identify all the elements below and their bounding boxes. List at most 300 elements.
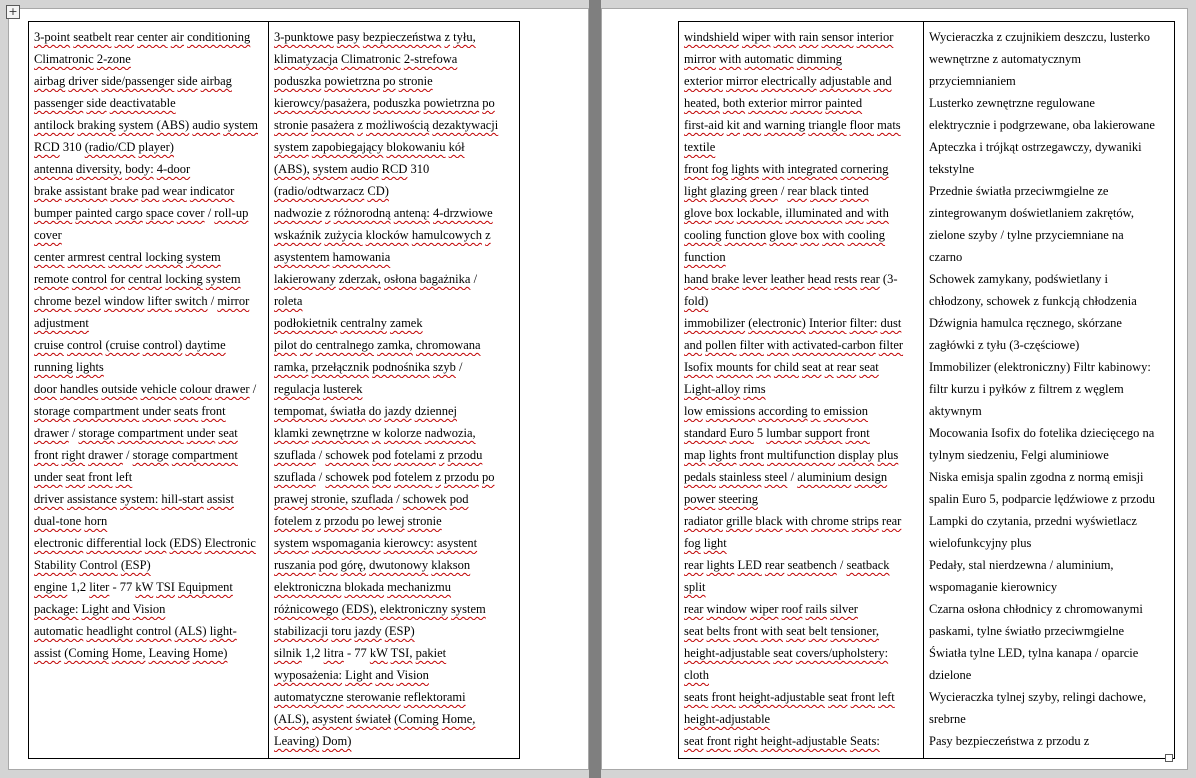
misspelled-word: air [170,30,184,44]
misspelled-word: lock [144,536,167,550]
misspelled-word: emissions [705,404,756,418]
misspelled-word: hand [684,272,709,286]
misspelled-word: klimatyzacja [274,52,338,66]
text-line [274,202,514,224]
misspelled-word: liter [89,580,110,594]
misspelled-word: dimming [796,52,842,66]
misspelled-word: system [274,140,309,154]
table-move-handle-icon: + [8,5,18,18]
misspelled-word: rear [836,360,857,374]
misspelled-word: leather [770,272,805,286]
word: 310 [410,162,430,176]
misspelled-word: driver [34,492,64,506]
text-line [274,576,514,598]
misspelled-word: seatbelt [73,30,112,44]
misspelled-word: automatic [34,624,84,638]
text-line [274,26,514,48]
text-line [34,510,263,532]
misspelled-word: drawer [88,448,123,462]
misspelled-word: zamek [389,316,423,330]
misspelled-word: przełącznik [311,360,370,374]
misspelled-word: nadwozia, [424,426,476,440]
text-line [34,488,263,510]
misspelled-word: mechanizmu [387,580,452,594]
misspelled-word: door [34,382,57,396]
text-line [34,92,263,114]
word: 1,2 [304,646,321,660]
misspelled-word: przodu [324,514,359,528]
misspelled-word: wskaźnik [274,228,322,242]
misspelled-word: zapobiegający [311,140,384,154]
misspelled-word: cruise [34,338,64,352]
misspelled-word: activated-carbon [792,338,876,352]
misspelled-word: pakiet [415,646,447,660]
word: / [318,470,323,484]
misspelled-word: front [711,690,736,704]
misspelled-word: package: [34,602,79,616]
misspelled-word: schowek [402,492,447,506]
misspelled-word: side/passenger [101,74,175,88]
text-line: chłodzony, schowek z funkcją chłodzenia [929,294,1137,308]
text-line [684,400,918,422]
text-line: zintegrowanym doświetlaniem zakrętów, [929,206,1135,220]
text-line [34,224,263,246]
misspelled-word: immobilizer [684,316,746,330]
misspelled-word: powietrzna [324,74,380,88]
word: / [396,492,400,506]
text-line [684,620,918,642]
misspelled-word: seats [173,404,199,418]
text-line [274,400,514,422]
misspelled-word: locking [165,272,203,286]
misspelled-word: regulacja [274,382,320,396]
misspelled-word: lifter [147,294,172,308]
misspelled-word: 2-strefowa [403,52,458,66]
text-line [274,510,514,532]
text-line [34,158,263,180]
text-line [274,708,514,730]
misspelled-word: height-adjustable [684,646,771,660]
misspelled-word: (radio/odtwarzacz [274,184,365,198]
text-line: Pedały, stal nierdzewna / aluminium, [929,558,1114,572]
word: / [252,382,257,396]
text-line: zagłówki z tyłu (3-częściowe) [929,338,1080,352]
text-line [274,686,514,708]
misspelled-word: bumper [34,206,73,220]
misspelled-word: roll-up [214,206,249,220]
misspelled-word: interior [856,30,894,44]
misspelled-word: electrically [761,74,817,88]
text-line: tekstylne [929,162,975,176]
misspelled-word: assistant [64,184,108,198]
misspelled-word: wear [162,184,187,198]
misspelled-word: silnik [274,646,302,660]
misspelled-word: różnorodną [333,206,391,220]
misspelled-word: po [361,514,375,528]
misspelled-word: rear [881,514,902,528]
misspelled-word: control) [142,338,183,352]
misspelled-word: z [438,448,445,462]
misspelled-word: pasażera [311,118,355,132]
misspelled-word: tensioner, [830,624,879,638]
misspelled-word: system [312,162,348,176]
misspelled-word: system [118,118,154,132]
misspelled-word: stronie [407,514,442,528]
misspelled-word: zużycia [324,228,363,242]
table-cell-english-page-1[interactable] [29,22,269,758]
word: / [459,360,463,374]
misspelled-word: system [186,250,221,264]
misspelled-word: system [451,602,486,616]
text-line [274,422,514,444]
misspelled-word: and [111,602,130,616]
misspelled-word: kW [135,580,154,594]
misspelled-word: dust [880,316,902,330]
misspelled-word: system [205,272,241,286]
misspelled-word: blokada [344,580,385,594]
text-line: dzielone [929,668,972,682]
misspelled-word: right [734,734,758,748]
table-cell-polish-page-2[interactable] [924,22,1174,758]
misspelled-word: and [375,668,394,682]
table-resize-handle[interactable] [1165,754,1173,762]
page-gap-divider [589,0,601,778]
misspelled-word: engine [34,580,68,594]
misspelled-word: for [756,360,771,374]
text-line [684,48,918,70]
misspelled-word: 2-zone [96,52,131,66]
misspelled-word: colour [179,382,212,396]
misspelled-word: bagażnika [419,272,471,286]
misspelled-word: podłokietnik [274,316,338,330]
misspelled-word: (ALS), [274,712,310,726]
misspelled-word: glazing [710,184,747,198]
misspelled-word: front [201,404,226,418]
text-line [274,290,514,312]
misspelled-word: light [684,184,707,198]
misspelled-word: po [482,96,495,110]
text-line [34,576,263,598]
text-line: Pasy bezpieczeństwa z przodu z [929,734,1090,748]
word: / [126,448,130,462]
text-line [684,664,918,686]
misspelled-word: sensor [821,30,854,44]
text-line [684,114,918,136]
misspelled-word: integrated [787,162,838,176]
misspelled-word: emission [823,404,869,418]
misspelled-word: audio [350,162,379,176]
misspelled-word: with [866,206,889,220]
text-line: elektrycznie i podgrzewane, oba lakierowane [929,118,1155,132]
word: / [210,294,215,308]
misspelled-word: toru [331,624,352,638]
text-line [34,290,263,312]
text-line: spalin Euro 5, podparcie lędźwiowe z przodu [929,492,1155,506]
misspelled-word: cooling [847,228,886,242]
misspelled-word: stronie, [311,492,349,506]
text-line [34,554,263,576]
misspelled-word: braking [77,118,116,132]
misspelled-word: storage [132,448,169,462]
misspelled-word: antilock [34,118,75,132]
misspelled-word: mirror [684,52,716,66]
misspelled-word: system [274,536,309,550]
text-line [274,356,514,378]
misspelled-word: TSI [156,580,175,594]
misspelled-word: podnośnika [372,360,430,374]
misspelled-word: center [137,30,168,44]
misspelled-word: 3-point [34,30,71,44]
word: 310 [62,140,82,154]
misspelled-word: central [108,250,143,264]
misspelled-word: with [762,162,785,176]
text-line [684,532,918,554]
misspelled-word: front [733,624,758,638]
misspelled-word: nadwozie [274,206,322,220]
text-line: srebrne [929,712,966,726]
text-line [274,730,514,752]
misspelled-word: Home, [111,646,146,660]
text-line [34,136,263,158]
misspelled-word: po [383,74,396,88]
misspelled-word: rear [684,602,704,616]
misspelled-word: with [760,624,783,638]
misspelled-word: light [703,536,727,550]
text-line [274,136,514,158]
misspelled-word: fotelami [394,448,436,462]
misspelled-word: compartment [117,426,184,440]
text-line: Niska emisja spalin zgodna z normą emisji [929,470,1144,484]
misspelled-word: control [66,338,103,352]
misspelled-word: możliwością [366,118,430,132]
misspelled-word: blokowaniu [386,140,446,154]
misspelled-word: 3-punktowe [274,30,334,44]
text-line [34,532,263,554]
misspelled-word: górę, [340,558,366,572]
word: (3- [882,272,898,286]
misspelled-word: świateł [355,712,392,726]
table-cell-english-page-2[interactable] [679,22,924,758]
misspelled-word: (EDS), [341,602,377,616]
misspelled-word: roof [781,602,803,616]
misspelled-word: belts [706,624,731,638]
misspelled-word: lights [76,360,104,374]
word: / [71,426,76,440]
misspelled-word: left [115,470,133,484]
document-page-2 [601,8,1188,770]
misspelled-word: (radio/CD [84,140,136,154]
text-line [684,642,918,664]
misspelled-word: przodu [444,470,479,484]
misspelled-word: lewej [377,514,405,528]
misspelled-word: schowek [325,470,370,484]
document-page-1 [8,8,589,770]
misspelled-word: lusterek [322,382,363,396]
misspelled-word: pasy [336,30,360,44]
word: / [839,558,844,572]
text-line: paskami, tylne światło przeciwmgielne [929,624,1125,638]
misspelled-word: light- [209,624,237,638]
text-line: Wycieraczka tylnej szyby, relingi dachowe, [929,690,1147,704]
misspelled-word: to [810,404,821,418]
misspelled-word: electronic [34,536,84,550]
text-line [274,334,514,356]
misspelled-word: jazdy [354,624,382,638]
text-line: wewnętrzne z automatycznym [929,52,1082,66]
misspelled-word: Control [79,558,118,572]
text-line: Apteczka i trójkąt ostrzegawczy, dywaniki [929,140,1142,154]
misspelled-word: kolorze [384,426,422,440]
misspelled-word: Climatronic [34,52,94,66]
misspelled-word: lights [708,448,737,462]
misspelled-word: z [485,228,491,242]
misspelled-word: wyposażenia: [274,668,343,682]
misspelled-word: painted [75,206,113,220]
misspelled-word: function [724,228,767,242]
text-line [684,136,918,158]
misspelled-word: mounts [716,360,754,374]
table-move-handle[interactable] [6,5,20,19]
text-line [34,268,263,290]
word: 77 [354,646,367,660]
misspelled-word: schowek [325,448,370,462]
misspelled-word: floor [849,118,874,132]
equipment-table-page-1 [28,21,520,759]
misspelled-word: poduszka [373,96,421,110]
misspelled-word: multifunction [767,448,836,462]
misspelled-word: fotelem [394,470,433,484]
misspelled-word: pedals [684,470,716,484]
misspelled-word: drawer [214,382,250,396]
misspelled-word: cloth [684,668,709,682]
misspelled-word: zewnętrzne [311,426,369,440]
misspelled-word: strips [851,514,879,528]
text-line [274,114,514,136]
misspelled-word: kierowcy/pasażera, [274,96,371,110]
misspelled-word: indicator [189,184,235,198]
text-line [684,246,918,268]
misspelled-word: box [800,228,820,242]
text-line: Immobilizer (elektroniczny) Filtr kabinowy: [929,360,1151,374]
misspelled-word: headlight [86,624,133,638]
misspelled-word: remote [34,272,69,286]
misspelled-word: Climatronic [340,52,401,66]
misspelled-word: pod [372,448,392,462]
misspelled-word: Home) [192,646,228,660]
misspelled-word: szuflada [274,448,316,462]
misspelled-word: window [104,294,145,308]
text-line [684,268,918,290]
misspelled-word: assistance [66,492,117,506]
text-line [684,92,918,114]
table-cell-polish-page-1[interactable] [269,22,519,758]
misspelled-word: warning [764,118,806,132]
text-line [684,730,918,752]
misspelled-word: handles [60,382,99,396]
text-line [684,466,918,488]
misspelled-word: deactivatable [109,96,176,110]
misspelled-word: tempomat, [274,404,328,418]
misspelled-word: switch [174,294,208,308]
misspelled-word: mirror [790,96,823,110]
text-line [684,356,918,378]
misspelled-word: anteną: [393,206,430,220]
misspelled-word: assist [34,646,62,660]
misspelled-word: jazdy [384,404,412,418]
misspelled-word: reflektorami [403,690,466,704]
misspelled-word: filter [739,338,764,352]
misspelled-word: tyłu, [453,30,476,44]
misspelled-word: po [481,470,495,484]
misspelled-word: airbag [34,74,66,88]
misspelled-word: litra [323,646,344,660]
misspelled-word: kół [448,140,465,154]
misspelled-word: horn [84,514,108,528]
misspelled-word: TSI, [390,646,413,660]
misspelled-word: kit [726,118,740,132]
misspelled-word: head [807,272,832,286]
text-line: Przednie światła przeciwmgielne ze [929,184,1109,198]
misspelled-word: lockable, [736,206,783,220]
text-line [684,312,918,334]
misspelled-word: 4-drzwiowe [432,206,493,220]
text-line: wspomaganie kierownicy [929,580,1058,594]
text-line: filtr kurzu i pyłków z filtrem z węglem [929,382,1124,396]
misspelled-word: illuminated [785,206,843,220]
misspelled-word: compartment [171,448,238,462]
text-line: tylnym siedzeniu, Felgi aluminiowe [929,448,1109,462]
misspelled-word: prawej [274,492,309,506]
misspelled-word: window [706,602,747,616]
text-line: Światła tylne LED, tylna kanapa / oparcie [929,646,1139,660]
misspelled-word: lumbar [766,426,802,440]
misspelled-word: system [223,118,258,132]
misspelled-word: conditioning [187,30,251,44]
misspelled-word: height-adjustable [684,712,771,726]
misspelled-word: for [110,272,125,286]
text-line [274,180,514,202]
text-line [34,26,263,48]
misspelled-word: centralny [340,316,387,330]
misspelled-word: steel [764,470,788,484]
misspelled-word: bezpieczeństwa [362,30,442,44]
text-line [274,620,514,642]
misspelled-word: daytime [185,338,226,352]
misspelled-word: (electronic) [748,316,806,330]
misspelled-word: chromowana [415,338,481,352]
misspelled-word: exterior [748,96,788,110]
misspelled-word: poduszka [274,74,322,88]
misspelled-word: lights [731,162,760,176]
misspelled-word: wspomagania [311,536,381,550]
misspelled-word: differential [86,536,142,550]
misspelled-word: mirror [726,74,758,88]
text-line [684,422,918,444]
misspelled-word: roleta [274,294,303,308]
misspelled-word: mats [877,118,901,132]
misspelled-word: plus [877,448,899,462]
text-line: Czarna osłona chłodnicy z chromowanymi [929,602,1143,616]
text-line: Mocowania Isofix do fotelika dziecięcego na [929,426,1155,440]
misspelled-word: światła [330,404,366,418]
misspelled-word: lever [742,272,768,286]
misspelled-word: brake [34,184,62,198]
misspelled-word: with [822,228,845,242]
misspelled-word: player) [138,140,174,154]
text-line [34,400,263,422]
misspelled-word: split [684,580,706,594]
text-line [684,554,918,576]
